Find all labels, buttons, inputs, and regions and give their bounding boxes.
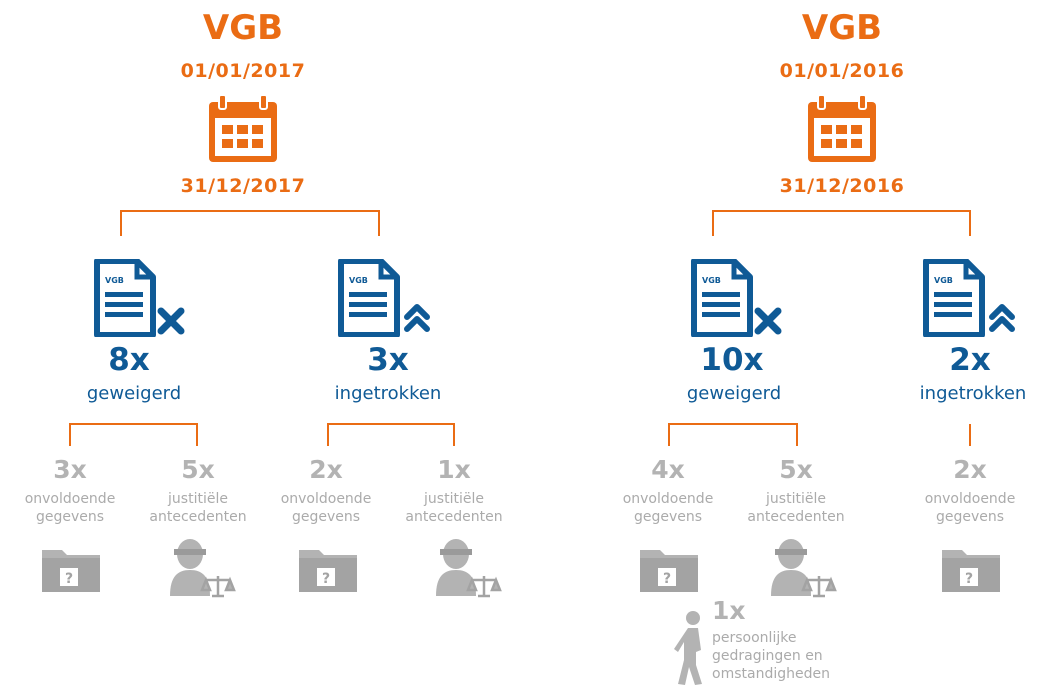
left-withdrawn-bracket: [328, 424, 454, 446]
left-withdrawn-label: ingetrokken: [334, 383, 442, 404]
left-end-date: 31/12/2017: [180, 175, 306, 197]
left-withdrawn-chevron-up-icon: [407, 307, 427, 329]
left-refused-x-icon: [161, 311, 181, 331]
right-refused-x-icon: [758, 311, 778, 331]
walking-person-icon: [674, 610, 708, 686]
left-main-bracket: [121, 211, 379, 236]
folder-question-mark: ?: [64, 571, 74, 587]
right-withdrawn-item1-count: 2x: [953, 455, 987, 484]
right-start-date: 01/01/2016: [779, 60, 905, 82]
left-refused-item2-label: justitiële antecedenten: [149, 491, 247, 525]
left-withdrawn-item1-label: onvoldoende gegevens: [280, 491, 372, 525]
right-refused-item1-label: onvoldoende gegevens: [622, 491, 714, 525]
right-refused-item2-count: 5x: [779, 455, 813, 484]
left-refused-count: 8x: [108, 342, 150, 378]
folder-question-mark: ?: [321, 571, 331, 587]
left-withdrawn-doc-tag: VGB: [349, 276, 368, 285]
left-title: VGB: [202, 8, 284, 48]
right-refused-doc-icon: [690, 259, 785, 337]
right-end-date: 31/12/2016: [779, 175, 905, 197]
left-withdrawn-count: 3x: [367, 342, 409, 378]
right-refused-item1-count: 4x: [651, 455, 685, 484]
left-refused-item2-count: 5x: [181, 455, 215, 484]
justice-icon: [767, 536, 837, 598]
right-refused-label: geweigerd: [686, 383, 782, 404]
folder-question-icon: [40, 546, 102, 594]
left-refused-label: geweigerd: [86, 383, 182, 404]
left-refused-doc-icon: [93, 259, 188, 337]
right-refused-doc-tag: VGB: [702, 276, 721, 285]
folder-question-icon: [638, 546, 700, 594]
right-refused-bracket: [669, 424, 797, 446]
right-withdrawn-doc-tag: VGB: [934, 276, 953, 285]
right-main-bracket: [713, 211, 970, 236]
right-extra-count: 1x: [712, 596, 746, 625]
left-refused-item1-count: 3x: [53, 455, 87, 484]
folder-question-mark: ?: [964, 571, 974, 587]
right-extra-label: persoonlijke gedragingen en omstandigheden: [712, 630, 830, 682]
right-calendar-icon: [806, 94, 878, 164]
right-withdrawn-count: 2x: [949, 342, 991, 378]
left-refused-doc-tag: VGB: [105, 276, 124, 285]
right-withdrawn-item1-label: onvoldoende gegevens: [924, 491, 1016, 525]
right-withdrawn-chevron-up-icon: [992, 307, 1012, 329]
right-refused-count: 10x: [700, 342, 764, 378]
left-withdrawn-item2-count: 1x: [437, 455, 471, 484]
right-withdrawn-doc-icon: [922, 259, 1022, 337]
right-withdrawn-label: ingetrokken: [919, 383, 1027, 404]
left-calendar-icon: [207, 94, 279, 164]
left-withdrawn-doc-icon: [337, 259, 437, 337]
left-refused-bracket: [70, 424, 197, 446]
left-refused-item1-label: onvoldoende gegevens: [24, 491, 116, 525]
justice-icon: [432, 536, 502, 598]
right-title: VGB: [801, 8, 883, 48]
left-withdrawn-item2-label: justitiële antecedenten: [405, 491, 503, 525]
left-start-date: 01/01/2017: [180, 60, 306, 82]
folder-question-icon: [940, 546, 1002, 594]
justice-icon: [166, 536, 236, 598]
folder-question-icon: [297, 546, 359, 594]
right-refused-item2-label: justitiële antecedenten: [747, 491, 845, 525]
left-withdrawn-item1-count: 2x: [309, 455, 343, 484]
folder-question-mark: ?: [662, 571, 672, 587]
